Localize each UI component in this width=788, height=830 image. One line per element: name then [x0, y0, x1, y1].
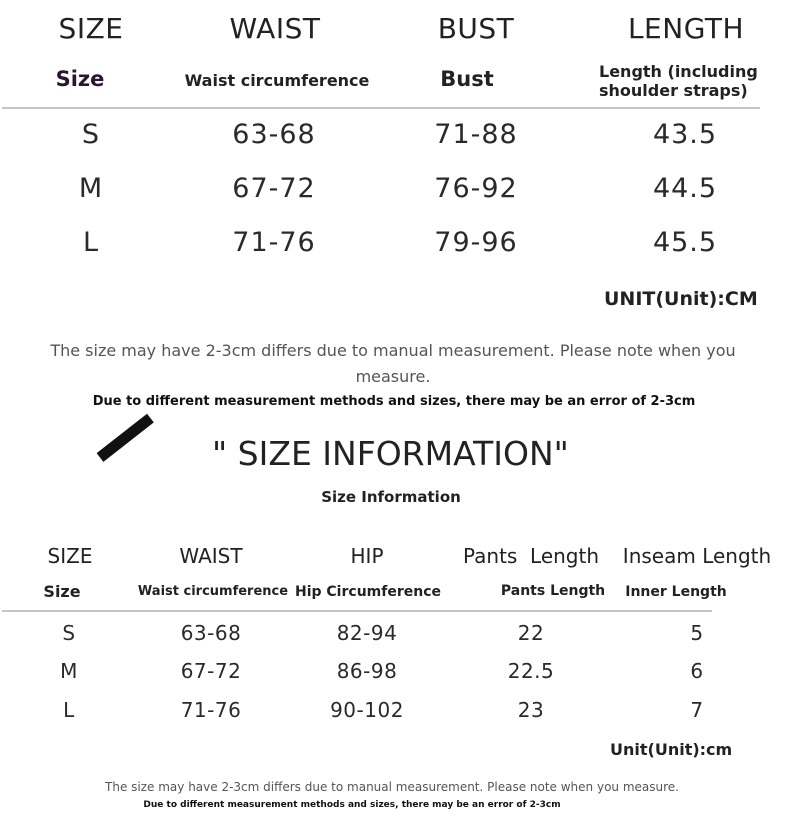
note-1-bold: Due to different measurement methods and sizes, there may be an error of 2-3cm — [92, 394, 696, 409]
bottom-cell: L — [63, 698, 75, 722]
section-title: " SIZE INFORMATION" — [212, 434, 569, 473]
top-sub-length: Length (including shoulder straps) — [599, 62, 758, 100]
top-cell: 44.5 — [652, 173, 718, 204]
bottom-header-size: SIZE — [47, 544, 93, 568]
bottom-cell: 5 — [690, 621, 704, 645]
bottom-cell: 90-102 — [330, 698, 404, 722]
bottom-cell: M — [60, 659, 78, 683]
section-subtitle: Size Information — [321, 488, 461, 506]
bottom-sub-size: Size — [43, 582, 81, 601]
bottom-sub-hip: Hip Circumference — [295, 584, 441, 600]
top-sub-waist: Waist circumference — [184, 71, 370, 90]
bottom-unit-label: Unit(Unit):cm — [610, 740, 733, 759]
bottom-cell: 22 — [517, 621, 545, 645]
top-cell: L — [82, 227, 100, 258]
bottom-sub-inner-length: Inner Length — [625, 584, 727, 600]
bottom-cell: 71-76 — [180, 698, 242, 722]
bottom-cell: 82-94 — [336, 621, 398, 645]
top-cell: 63-68 — [232, 119, 316, 150]
bottom-header-inseam-length: Inseam Length — [622, 544, 772, 568]
bottom-cell: 86-98 — [336, 659, 398, 683]
top-cell: 76-92 — [434, 173, 518, 204]
diagonal-bar-icon — [97, 414, 154, 462]
top-cell: S — [81, 119, 101, 150]
top-header-bust: BUST — [437, 12, 515, 45]
bottom-header-hip: HIP — [350, 544, 384, 568]
bottom-cell: 23 — [517, 698, 545, 722]
top-sub-size: Size — [55, 67, 105, 91]
bottom-sub-pants-length: Pants Length — [500, 583, 606, 599]
note-1-line-1: The size may have 2-3cm differs due to manual measurement. Please note when you — [50, 341, 736, 360]
note-1-line-2: measure. — [355, 367, 431, 386]
bottom-cell: 67-72 — [180, 659, 242, 683]
bottom-cell: 22.5 — [507, 659, 555, 683]
top-header-size: SIZE — [58, 12, 124, 45]
bottom-cell: 7 — [690, 698, 704, 722]
top-cell: 43.5 — [652, 119, 718, 150]
bottom-divider — [2, 610, 712, 612]
top-cell: 45.5 — [652, 227, 718, 258]
top-cell: 71-76 — [232, 227, 316, 258]
top-cell: 79-96 — [434, 227, 518, 258]
bottom-sub-waist: Waist circumference — [137, 584, 289, 599]
top-header-waist: WAIST — [229, 12, 321, 45]
note-2-bold: Due to different measurement methods and sizes, there may be an error of 2-3cm — [143, 800, 561, 810]
top-header-length: LENGTH — [627, 12, 745, 45]
bottom-header-pants-length: Pants Length — [462, 544, 600, 568]
top-unit-label: UNIT(Unit):CM — [604, 288, 758, 310]
bottom-cell: 63-68 — [180, 621, 242, 645]
bottom-cell: 6 — [690, 659, 704, 683]
top-cell: 71-88 — [434, 119, 518, 150]
top-cell: M — [78, 173, 104, 204]
bottom-header-waist: WAIST — [179, 544, 243, 568]
top-divider — [2, 107, 760, 109]
top-cell: 67-72 — [232, 173, 316, 204]
bottom-cell: S — [62, 621, 76, 645]
note-2-line-1: The size may have 2-3cm differs due to manual measurement. Please note when you measure. — [105, 780, 679, 794]
top-sub-bust: Bust — [440, 67, 494, 91]
